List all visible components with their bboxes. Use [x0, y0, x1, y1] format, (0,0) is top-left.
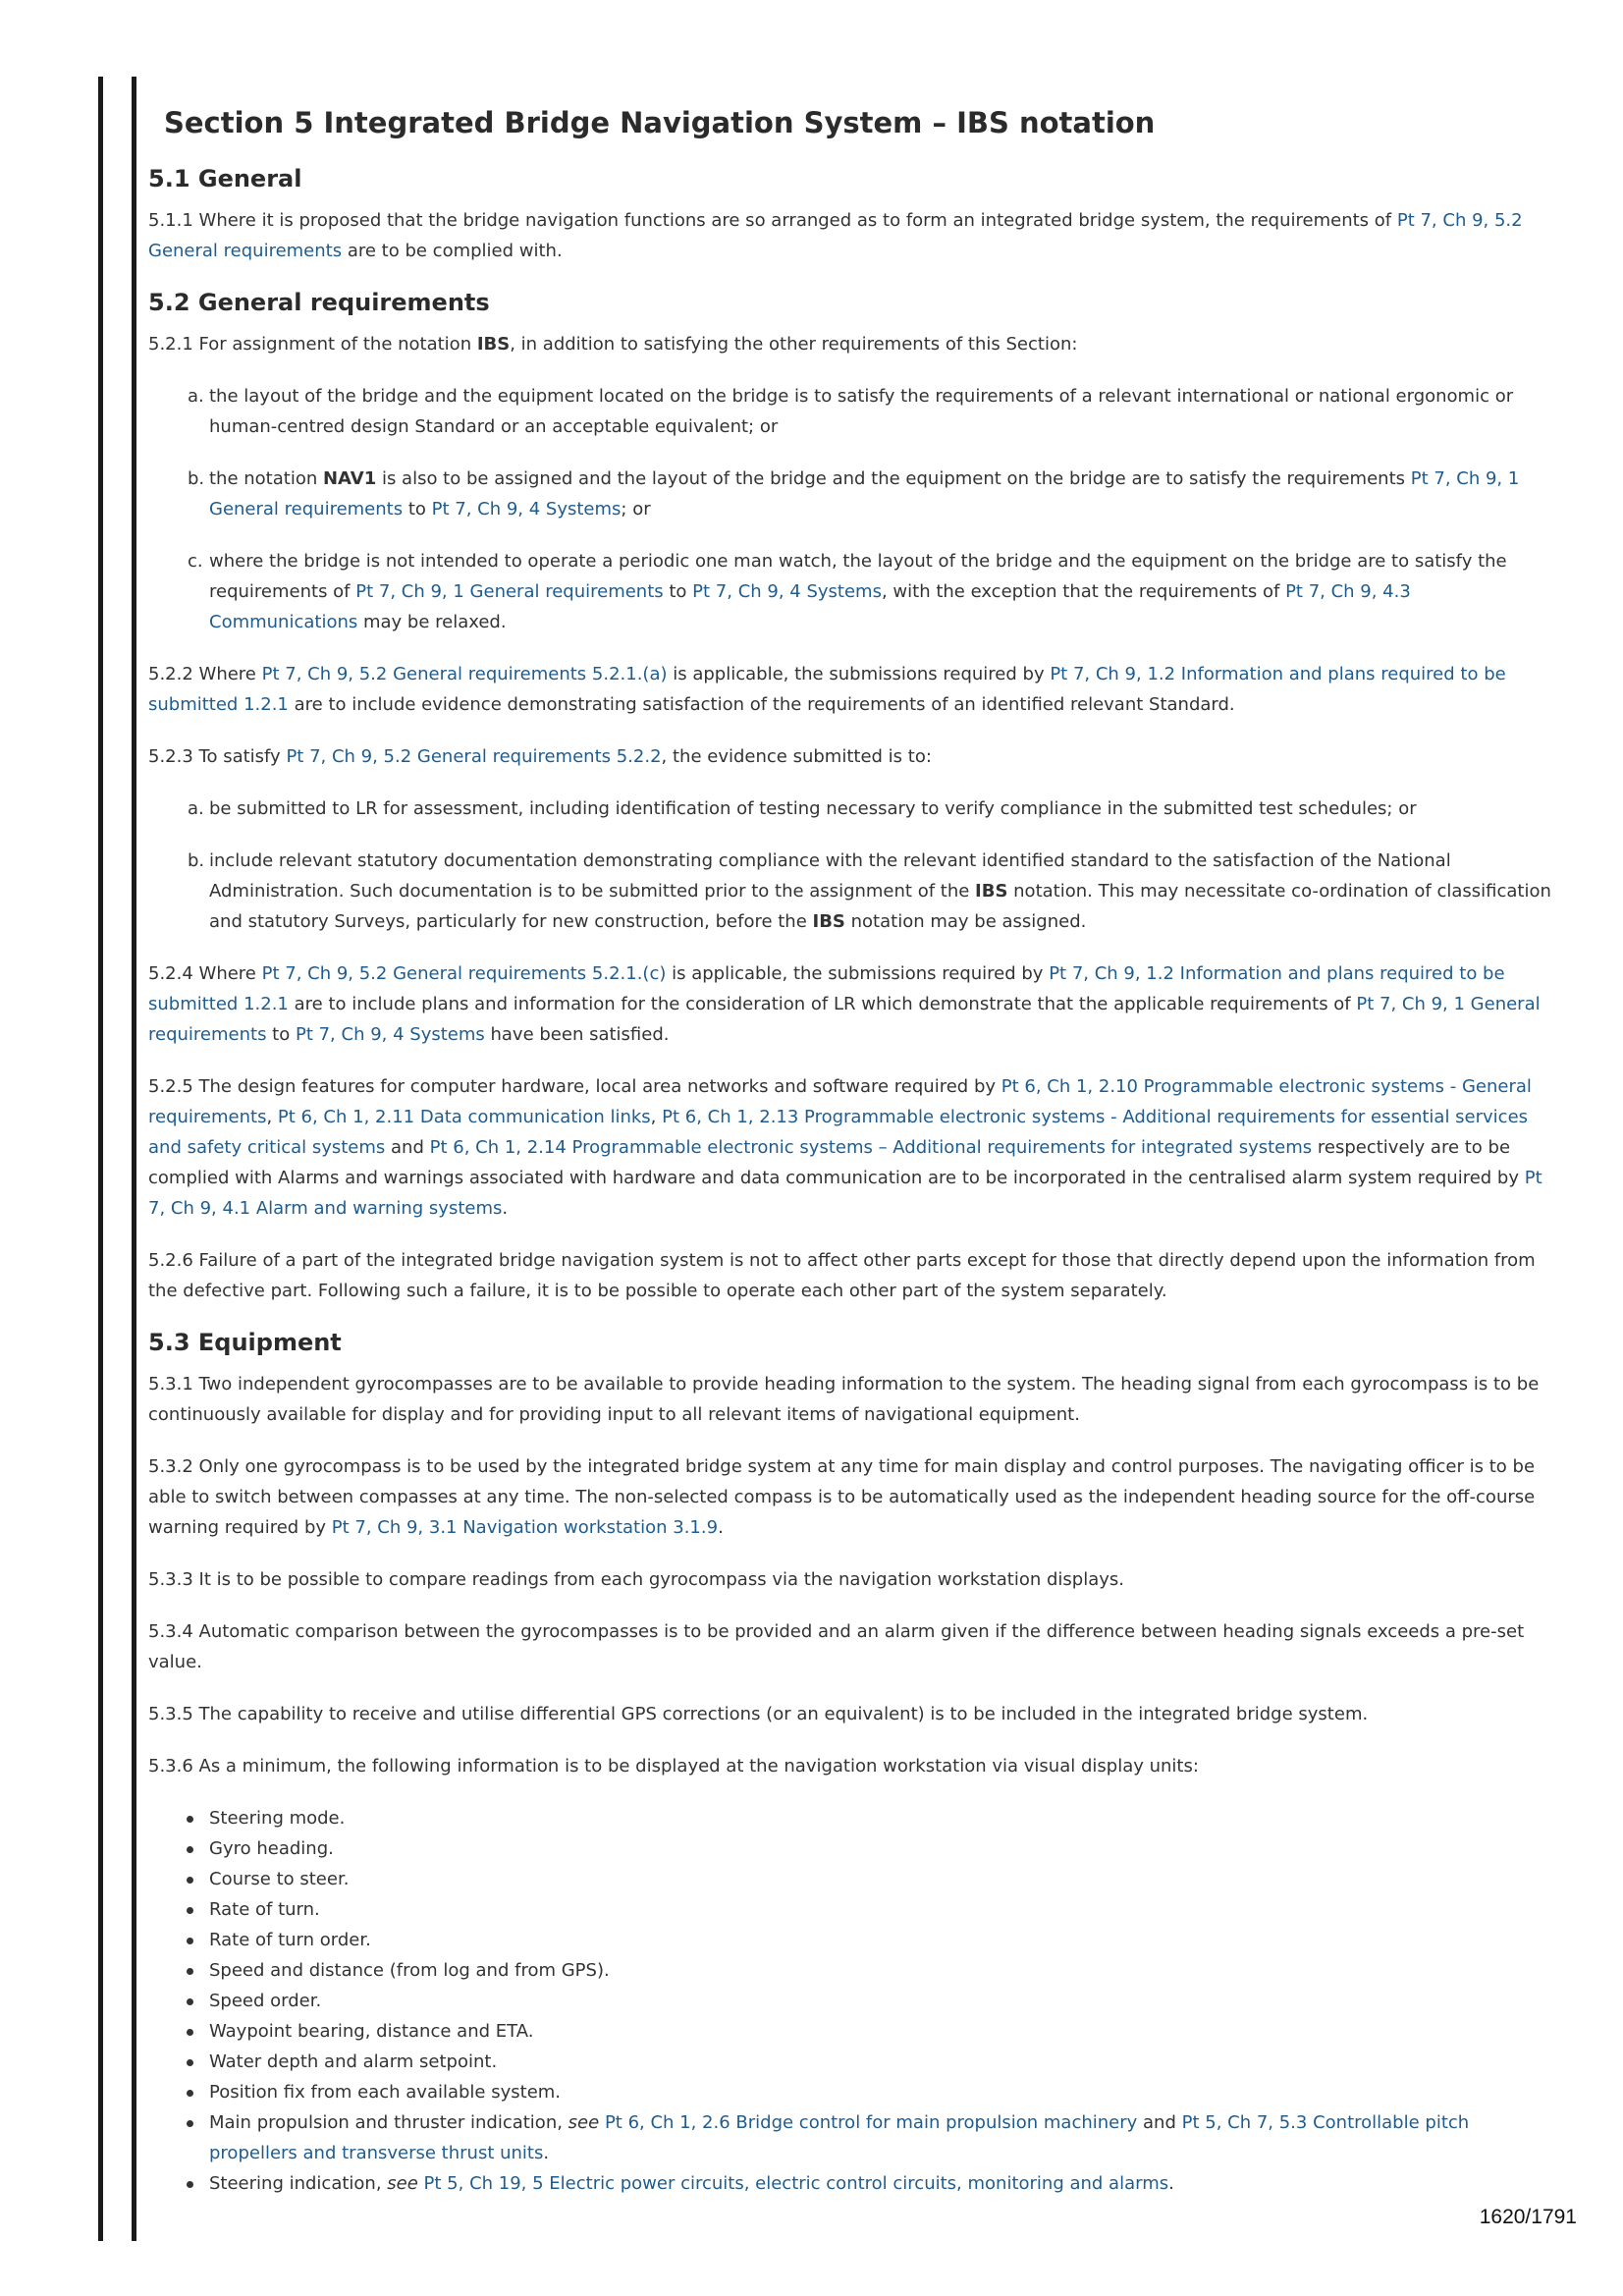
- list-item: Speed and distance (from log and from GPS).: [209, 1955, 1559, 1986]
- para-5-3-3: 5.3.3 It is to be possible to compare readings from each gyrocompass via the navigation workstation displays.: [148, 1568, 1124, 1590]
- list-item: Waypoint bearing, distance and ETA.: [209, 2016, 1559, 2047]
- list-item: Steering mode.: [209, 1803, 1559, 1833]
- list-item: Main propulsion and thruster indication, see Pt 6, Ch 1, 2.6 Bridge control for main propulsion machinery and Pt 5, Ch 7, 5.3 Controllable pitch propellers and transverse thrust units.: [209, 2107, 1559, 2168]
- link-pt5-ch19-5[interactable]: Pt 5, Ch 19, 5 Electric power circuits, electric control circuits, monitoring and alarms: [423, 2172, 1169, 2194]
- link-pt7-ch9-1-2[interactable]: Pt 7, Ch 9, 1.2 Information and plans required to be submitted 1.2.1: [148, 663, 1506, 715]
- link-pt6-ch1-2-10[interactable]: Pt 6, Ch 1, 2.10 Programmable electronic systems - General requirements: [148, 1075, 1532, 1127]
- link-pt7-ch9-4-3[interactable]: Pt 7, Ch 9, 4.3 Communications: [209, 580, 1411, 632]
- para-5-3-2: 5.3.2 Only one gyrocompass is to be used by the integrated bridge system at any time for main display and control purposes. The navigating officer is to be able to switch between compasses at any time. The non-selected compass is to be automatically used as the independent heading source for the off-course warning required by Pt 7, Ch 9, 3.1 Navigation workstation 3.1.9.: [148, 1455, 1536, 1538]
- list-item: Steering indication, see Pt 5, Ch 19, 5 Electric power circuits, electric control circuits, monitoring and alarms.: [209, 2168, 1559, 2199]
- bullet-icon: [187, 2120, 193, 2127]
- list-item: Water depth and alarm setpoint.: [209, 2047, 1559, 2077]
- heading-5-1: 5.1 General: [148, 164, 302, 192]
- heading-5-2: 5.2 General requirements: [148, 288, 490, 316]
- bullet-icon: [187, 1998, 193, 2005]
- link-pt7-ch9-1[interactable]: Pt 7, Ch 9, 1 General requirements: [209, 467, 1520, 519]
- list-item-b: b. the notation NAV1 is also to be assigned and the layout of the bridge and the equipment on the bridge are to satisfy the requirements Pt 7, Ch 9, 1 General requirements to Pt 7, Ch 9, 4 Systems; or: [188, 467, 1520, 519]
- para-5-3-6: 5.3.6 As a minimum, the following information is to be displayed at the navigation workstation via visual display units:: [148, 1755, 1199, 1777]
- link-pt7-ch9-4-1[interactable]: Pt 7, Ch 9, 4.1 Alarm and warning systems: [148, 1167, 1542, 1219]
- list-item: Rate of turn.: [209, 1894, 1559, 1925]
- list-item: Gyro heading.: [209, 1833, 1559, 1864]
- bullet-icon: [187, 1907, 193, 1914]
- list-item: Position fix from each available system.: [209, 2077, 1559, 2107]
- para-5-2-6: 5.2.6 Failure of a part of the integrated bridge navigation system is not to affect other parts except for those that directly depend upon the information from the defective part. Following such a failure, it is to be possible to operate each other part of the system separately.: [148, 1249, 1536, 1301]
- para-5-2-5: 5.2.5 The design features for computer hardware, local area networks and software required by Pt 6, Ch 1, 2.10 Programmable electronic systems - General requirements, Pt 6, Ch 1, 2.11 Data communication links, Pt 6, Ch 1, 2.13 Programmable electronic systems - Additional requirements for essential services and safety critical systems and Pt 6, Ch 1, 2.14 Programmable electronic systems – Additional requirements for integrated systems respectively are to be complied with Alarms and warnings associated with hardware and data communication are to be incorporated in the centralised alarm system required by Pt 7, Ch 9, 4.1 Alarm and warning systems.: [148, 1075, 1542, 1219]
- para-5-2-3: 5.2.3 To satisfy Pt 7, Ch 9, 5.2 General requirements 5.2.2, the evidence submitted is to:: [148, 745, 932, 767]
- list-item: Speed order.: [209, 1986, 1559, 2016]
- para-5-3-1: 5.3.1 Two independent gyrocompasses are to be available to provide heading information to the system. The heading signal from each gyrocompass is to be continuously available for display and for providing input to all relevant items of navigational equipment.: [148, 1373, 1540, 1425]
- display-info-list: [148, 1803, 1559, 2199]
- bullet-icon: [187, 1846, 193, 1853]
- section-title: Section 5 Integrated Bridge Navigation System – IBS notation: [164, 106, 1156, 139]
- bullet-icon: [187, 2029, 193, 2036]
- link-pt6-ch1-2-13[interactable]: Pt 6, Ch 1, 2.13 Programmable electronic systems - Additional requirements for essential services and safety critical systems: [148, 1106, 1529, 1158]
- link-pt5-ch7-5-3[interactable]: Pt 5, Ch 7, 5.3 Controllable pitch propellers and transverse thrust units: [209, 2111, 1470, 2163]
- list-item: Course to steer.: [209, 1864, 1559, 1894]
- link-5-2-1-c[interactable]: Pt 7, Ch 9, 5.2 General requirements 5.2.1.(c): [261, 962, 667, 984]
- link-5-2-2[interactable]: Pt 7, Ch 9, 5.2 General requirements 5.2.2: [286, 745, 662, 767]
- bullet-icon: [187, 2181, 193, 2188]
- list-item-c: c. where the bridge is not intended to operate a periodic one man watch, the layout of the bridge and the equipment on the bridge are to satisfy the requirements of Pt 7, Ch 9, 1 General requirements to Pt 7, Ch 9, 4 Systems, with the exception that the requirements of Pt 7, Ch 9, 4.3 Communications may be relaxed.: [188, 550, 1507, 632]
- link-pt7-ch9-4[interactable]: Pt 7, Ch 9, 4 Systems: [431, 498, 622, 519]
- list-item: Rate of turn order.: [209, 1925, 1559, 1955]
- left-margin-bar-inner: [132, 77, 136, 2241]
- para-5-3-5: 5.3.5 The capability to receive and utilise differential GPS corrections (or an equivalent) is to be included in the integrated bridge system.: [148, 1703, 1369, 1724]
- link-5-2-1-a[interactable]: Pt 7, Ch 9, 5.2 General requirements 5.2.1.(a): [261, 663, 668, 684]
- para-5-2-2: 5.2.2 Where Pt 7, Ch 9, 5.2 General requirements 5.2.1.(a) is applicable, the submissions required by Pt 7, Ch 9, 1.2 Information and plans required to be submitted 1.2.1 are to include evidence demonstrating satisfaction of the requirements of an identified relevant Standard.: [148, 663, 1506, 715]
- bullet-icon: [187, 1816, 193, 1823]
- link-pt7-ch9-4[interactable]: Pt 7, Ch 9, 4 Systems: [692, 580, 882, 602]
- link-pt7-ch9-1[interactable]: Pt 7, Ch 9, 1 General requirements: [148, 993, 1541, 1045]
- para-5-1-1: 5.1.1 Where it is proposed that the bridge navigation functions are so arranged as to form an integrated bridge system, the requirements of Pt 7, Ch 9, 5.2 General requirements are to be complied with.: [148, 209, 1523, 261]
- link-pt7-ch9-1-2[interactable]: Pt 7, Ch 9, 1.2 Information and plans required to be submitted 1.2.1: [148, 962, 1505, 1014]
- page-number: 1620/1791: [1479, 2206, 1577, 2228]
- link-pt6-ch1-2-11[interactable]: Pt 6, Ch 1, 2.11 Data communication links: [277, 1106, 651, 1127]
- bullet-icon: [187, 1968, 193, 1975]
- document-body: [148, 106, 1559, 2199]
- list-item-b: b. include relevant statutory documentation demonstrating compliance with the relevant identified standard to the satisfaction of the National Administration. Such documentation is to be submitted prior to the assignment of the IBS notation. This may necessitate co-ordination of classification and statutory Surveys, particularly for new construction, before the IBS notation may be assigned.: [188, 849, 1551, 932]
- left-margin-bar: [98, 77, 103, 2241]
- para-5-2-1: 5.2.1 For assignment of the notation IBS, in addition to satisfying the other requirements of this Section:: [148, 333, 1078, 355]
- heading-5-3: 5.3 Equipment: [148, 1328, 342, 1356]
- link-pt6-ch1-2-14[interactable]: Pt 6, Ch 1, 2.14 Programmable electronic systems – Additional requirements for integrated systems: [429, 1136, 1313, 1158]
- list-5-2-3: [148, 793, 1559, 937]
- list-item-a: a. the layout of the bridge and the equipment located on the bridge is to satisfy the requirements of a relevant international or national ergonomic or human-centred design Standard or an acceptable equivalent; or: [188, 385, 1514, 437]
- list-5-2-1: [148, 381, 1559, 637]
- link-pt7-ch9-3-1[interactable]: Pt 7, Ch 9, 3.1 Navigation workstation 3.1.9: [331, 1516, 719, 1538]
- bullet-icon: [187, 1877, 193, 1884]
- para-5-3-4: 5.3.4 Automatic comparison between the gyrocompasses is to be provided and an alarm given if the difference between heading signals exceeds a pre-set value.: [148, 1620, 1525, 1672]
- link-pt7-ch9-4[interactable]: Pt 7, Ch 9, 4 Systems: [295, 1023, 485, 1045]
- link-pt7-ch9-5-2[interactable]: Pt 7, Ch 9, 5.2 General requirements: [148, 209, 1523, 261]
- bullet-icon: [187, 2090, 193, 2097]
- bullet-icon: [187, 1938, 193, 1944]
- link-pt7-ch9-1[interactable]: Pt 7, Ch 9, 1 General requirements: [355, 580, 664, 602]
- list-item-a: a. be submitted to LR for assessment, including identification of testing necessary to verify compliance in the submitted test schedules; or: [188, 797, 1417, 819]
- link-pt6-ch1-2-6[interactable]: Pt 6, Ch 1, 2.6 Bridge control for main propulsion machinery: [604, 2111, 1138, 2133]
- para-5-2-4: 5.2.4 Where Pt 7, Ch 9, 5.2 General requirements 5.2.1.(c) is applicable, the submissions required by Pt 7, Ch 9, 1.2 Information and plans required to be submitted 1.2.1 are to include plans and information for the consideration of LR which demonstrate that the applicable requirements of Pt 7, Ch 9, 1 General requirements to Pt 7, Ch 9, 4 Systems have been satisfied.: [148, 962, 1541, 1045]
- bullet-icon: [187, 2059, 193, 2066]
